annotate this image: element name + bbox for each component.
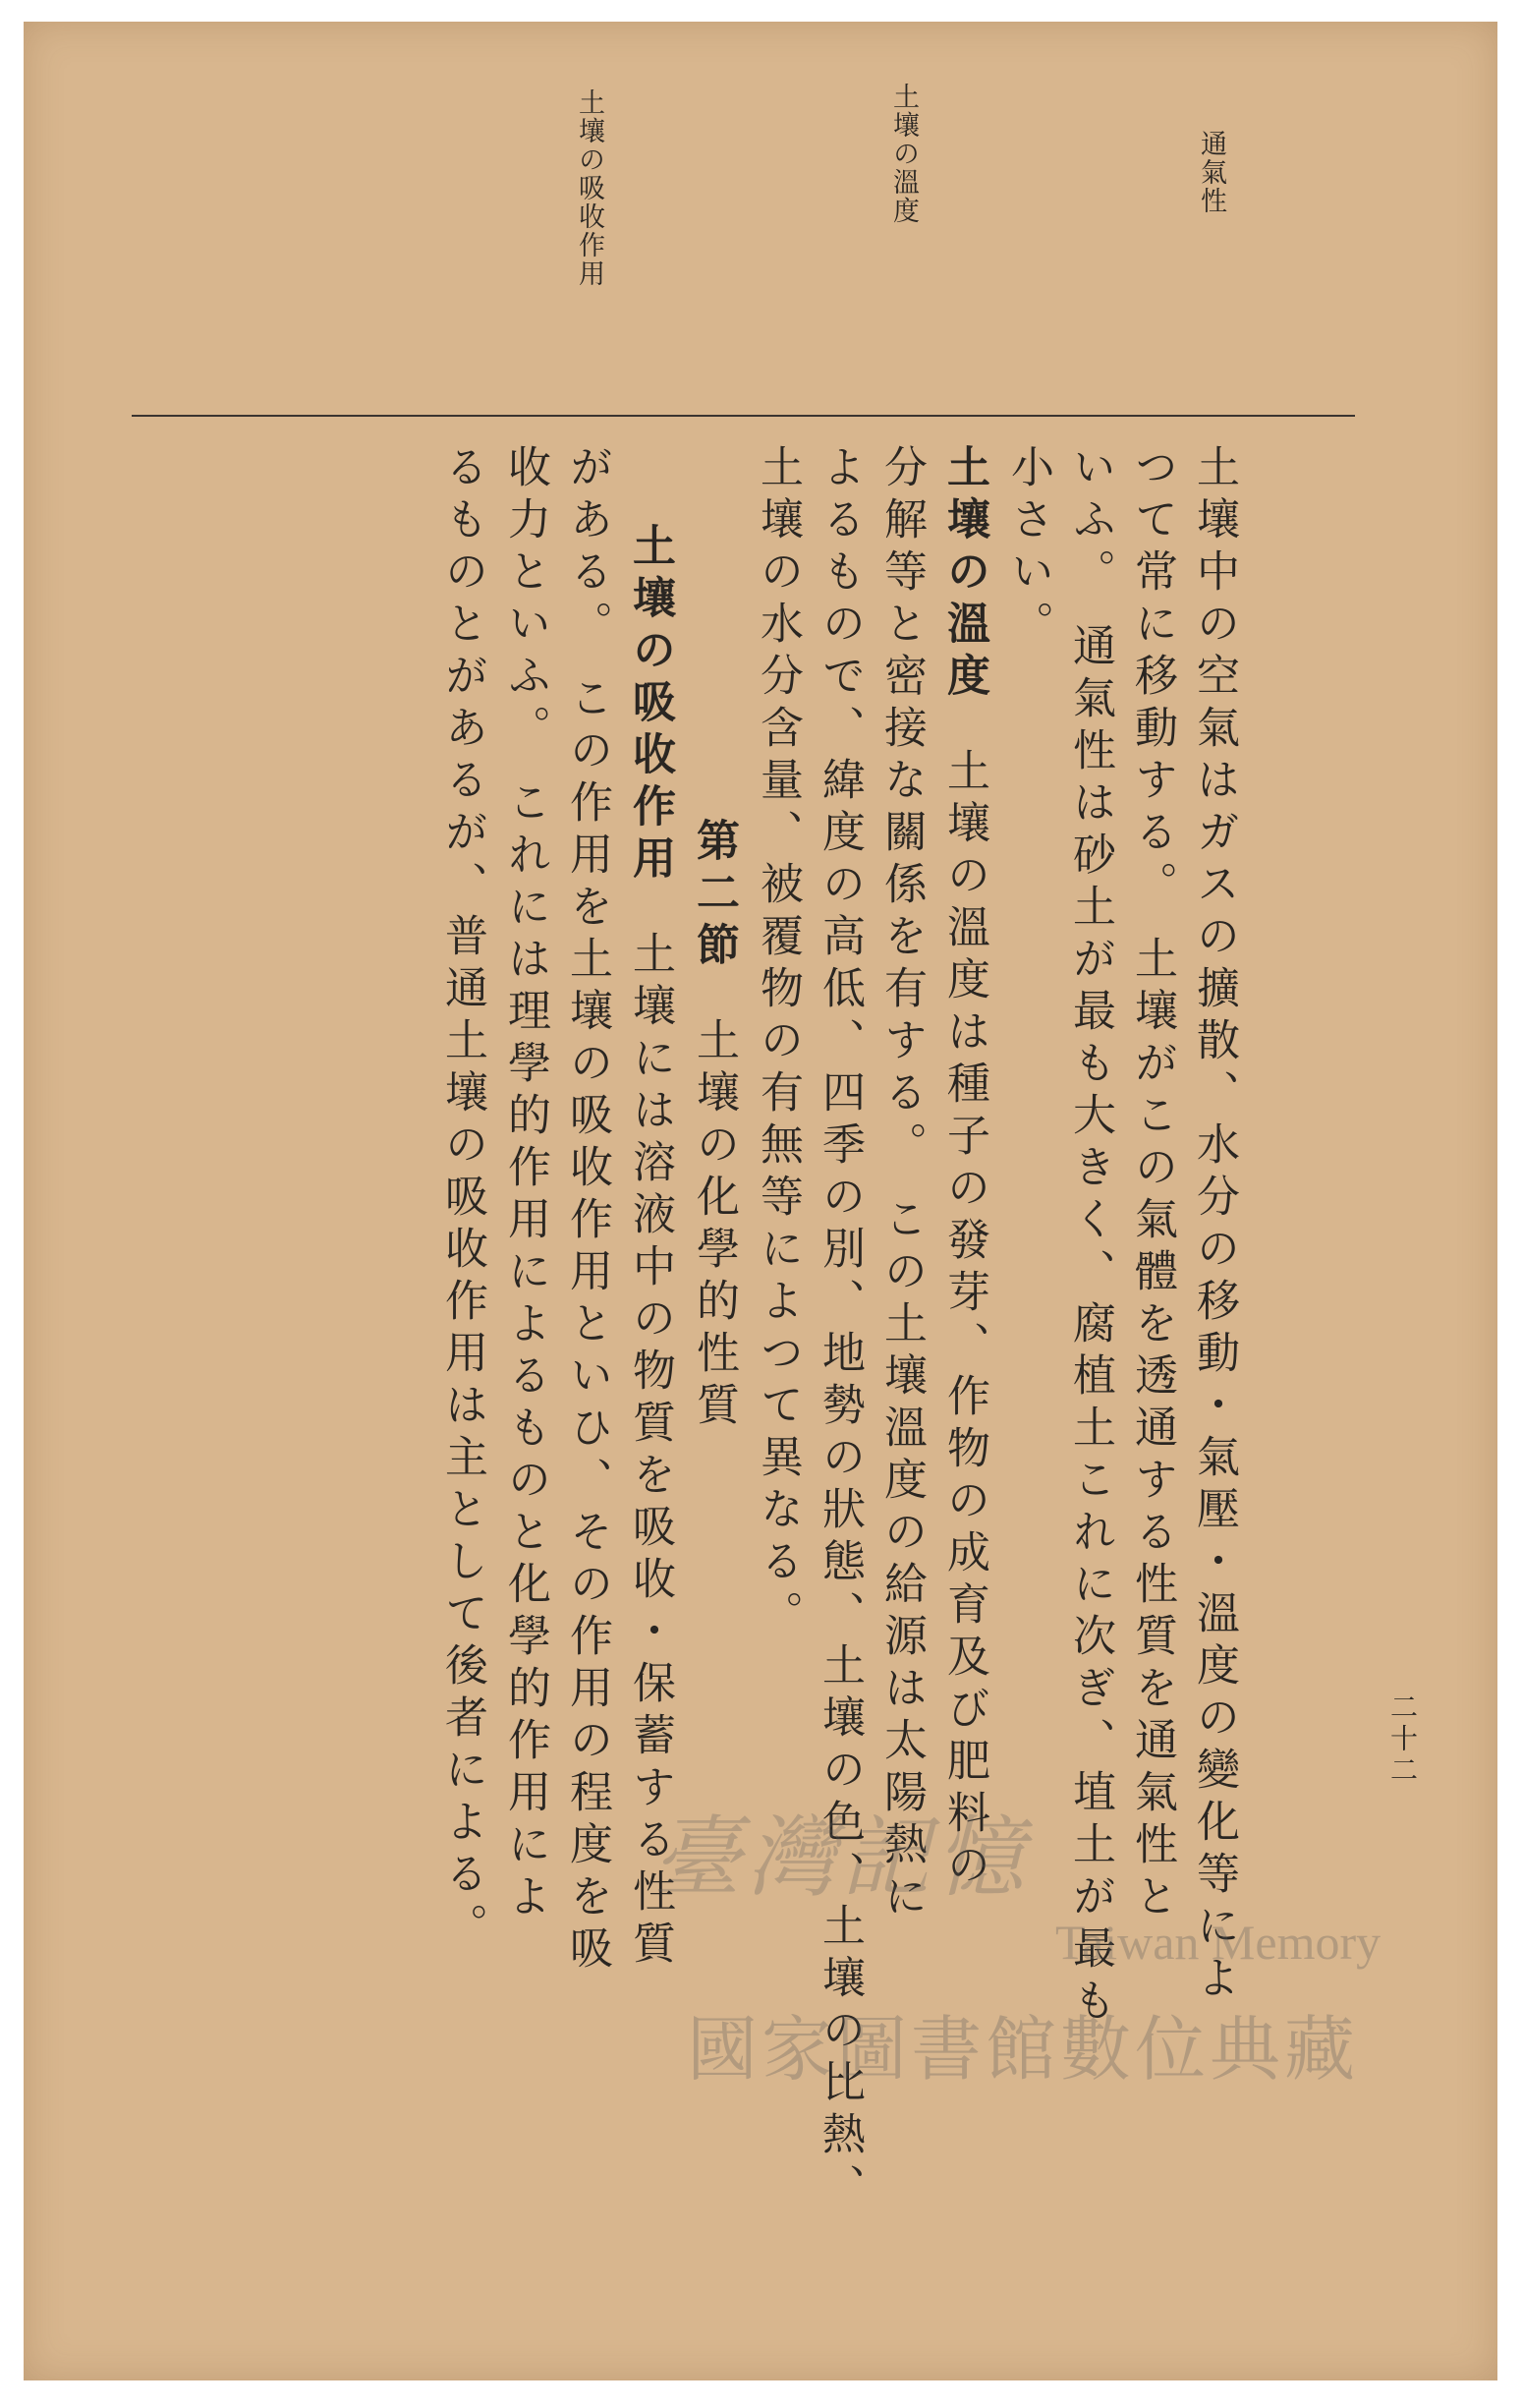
margin-note-ventilation: 通氣性 <box>1196 130 1226 215</box>
text-column-8: 土壤の水分含量、被覆物の有無等によつて異なる。 <box>753 444 803 1642</box>
watermark-subtitle: 國家圖書館數位典藏 <box>687 2008 1360 2091</box>
text-column-9 <box>689 818 738 1434</box>
section-title: 土壤の化學的性質 <box>689 1017 739 1434</box>
section-heading-soil-temperature: 土壤の溫度 <box>939 444 989 705</box>
text-column-2: つて常に移動する。 土壤がこの氣體を透通する性質を通氣性と <box>1127 444 1177 1925</box>
paragraph-soil-absorption: 土壤には溶液中の物質を吸收・保蓄する性質 <box>625 931 675 1973</box>
page-number: 二十二 <box>1386 1692 1419 1787</box>
text-column-11: がある。 この作用を土壤の吸收作用といひ、その作用の程度を吸 <box>562 444 612 1978</box>
text-column-6: 分解等と密接な關係を有する。 この土壤溫度の給源は太陽熱に <box>876 444 927 1925</box>
text-column-1: 土壤中の空氣はガスの擴散、水分の移動・氣壓・溫度の變化等によ <box>1189 444 1239 2007</box>
section-heading-soil-absorption: 土壤の吸收作用 <box>625 523 675 888</box>
scanned-page <box>24 22 1497 2380</box>
margin-note-soil-temperature: 土壤の溫度 <box>888 83 919 225</box>
header-rule <box>132 415 1355 417</box>
text-column-13: るものとがあるが、普通土壤の吸收作用は主として後者による。 <box>437 444 487 1955</box>
watermark-title: 臺灣記憶 <box>652 1806 1030 1910</box>
paragraph-soil-temperature: 土壤の溫度は種子の發芽、作物の成育及び肥料の <box>939 748 989 1894</box>
text-column-5 <box>939 444 988 1894</box>
text-column-7: よるもので、緯度の高低、四季の別、地勢の狀態、土壤の色、土壤の比熱、 <box>815 444 865 2215</box>
text-column-12: 收力といふ。 これには理學的作用によるものと化學的作用によ <box>500 444 550 1925</box>
text-column-4: 小さい。 <box>1003 444 1053 653</box>
text-column-10 <box>625 523 674 1973</box>
watermark-english: Taiwan Memory <box>1055 1915 1382 1970</box>
section-number: 第二節 <box>689 818 739 974</box>
margin-note-soil-absorption: 土壤の吸收作用 <box>574 88 604 288</box>
text-column-3: いふ。 通氣性は砂土が最も大きく、腐植土これに次ぎ、埴土が最も <box>1065 444 1115 2030</box>
